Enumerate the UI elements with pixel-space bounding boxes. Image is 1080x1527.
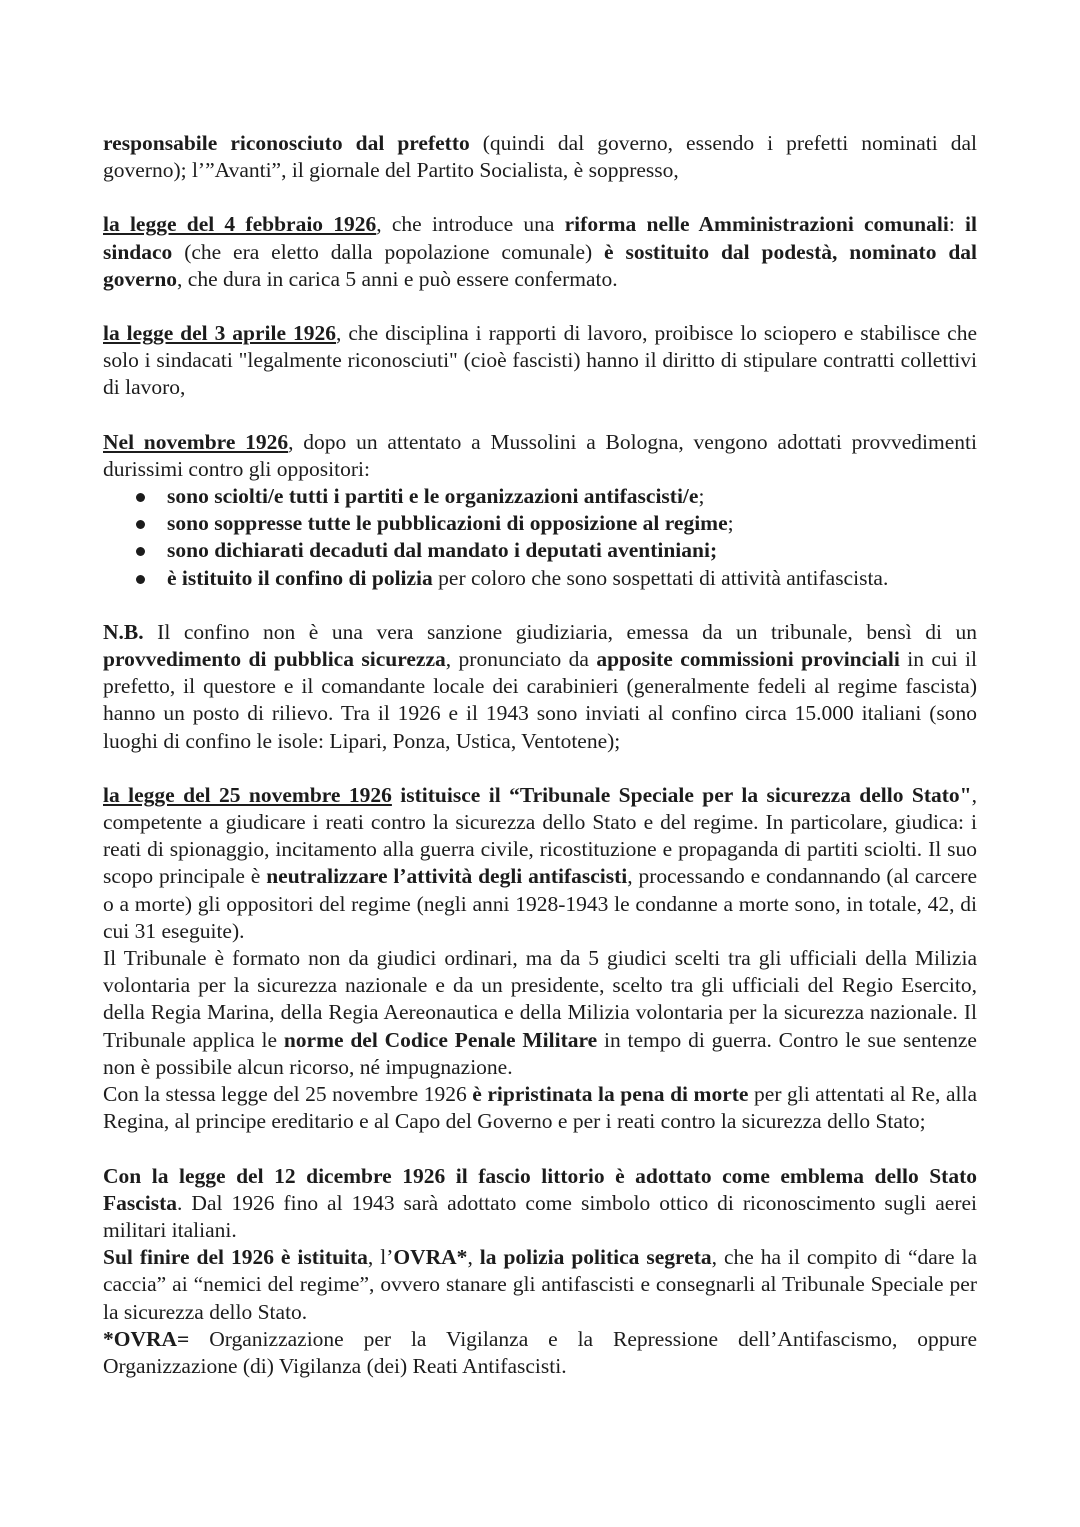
bold-text: la polizia politica segreta (479, 1245, 712, 1270)
bold-text: sono dichiarati decaduti dal mandato i deputati aventiniani; (167, 538, 718, 563)
paragraph-tribunale (103, 945, 977, 1081)
body-text: , processando e condannando (al carcere o a morte) gli oppositori del regime (negli anni 1928-1943 le condanne a morte sono, in totale, 42, di cui 31 eseguite). (103, 864, 977, 943)
body-text: , competente a giudicare i reati contro la sicurezza dello Stato e del regime. In particolare, giudica: i reati di spionaggio, incitamento alla guerra civile, ricostituzione e propaganda di partiti sciolti. Il suo scopo principale è (103, 782, 977, 889)
paragraph-pena-di-morte (103, 1081, 977, 1135)
body-text: , l’ (367, 1245, 394, 1270)
bold-text: OVRA* (393, 1245, 468, 1270)
body-text: , che introduce una (376, 212, 565, 237)
bold-text: è istituito il confino di polizia (167, 565, 433, 590)
body-text: , dopo un attentato a Mussolini a Bologna, vengono adottati provvedimenti durissimi contro gli oppositori: (103, 429, 977, 481)
body-text: per coloro che sono sospettati di attività antifascista. (432, 565, 889, 590)
bullet-icon (136, 520, 145, 529)
body-text: in tempo di guerra. Contro le sue sentenze non è possibile alcun ricorso, né impugnazione. (103, 1027, 977, 1079)
body-text: : (948, 212, 966, 237)
underlined-heading: la legge del 4 febbraio 1926 (103, 212, 377, 237)
bold-text: il sindaco (103, 212, 977, 264)
bold-text: neutralizzare l’attività degli antifascisti (266, 864, 628, 889)
bold-text: provvedimento di pubblica sicurezza (103, 647, 446, 672)
bullet-icon (136, 493, 145, 502)
bullet-icon (136, 547, 145, 556)
paragraph-legge-4-febbraio (103, 211, 977, 293)
bold-text: sono sciolti/e tutti i partiti e le organizzazioni antifascisti/e (167, 484, 699, 509)
document-page (103, 130, 977, 1380)
body-text: per gli attentati al Re, alla Regina, al principe ereditario e al Capo del Governo e per i reati contro la sicurezza dello Stato; (103, 1082, 978, 1134)
bold-text: istituisce il “Tribunale Speciale per la sicurezza dello Stato" (391, 782, 972, 807)
body-text: (che era eletto dalla popolazione comunale) (172, 239, 605, 264)
paragraph-fascio-littorio (103, 1163, 977, 1245)
list-item (103, 537, 977, 564)
body-text: Il confino non è una vera sanzione giudiziaria, emessa da un tribunale, bensì di un (143, 619, 977, 644)
bold-text: sono soppresse tutte le pubblicazioni di opposizione al regime (167, 511, 728, 536)
list-item (103, 510, 977, 537)
underlined-heading: Nel novembre 1926 (103, 429, 289, 454)
paragraph-prefetto (103, 130, 977, 184)
underlined-heading: la legge del 25 novembre 1926 (103, 782, 392, 807)
body-text: , (467, 1245, 480, 1270)
body-text: (quindi dal governo, essendo i prefetti nominati dal governo); l’”Avanti”, il giornale del Partito Socialista, è soppresso, (103, 131, 977, 183)
bold-text: riforma nelle Amministrazioni comunali (564, 212, 949, 237)
body-text: . Dal 1926 fino al 1943 sarà adottato come simbolo ottico di riconoscimento sugli aerei militari italiani. (103, 1190, 977, 1242)
body-text: Organizzazione per la Vigilanza e la Repressione dell’Antifascismo, oppure Organizzazione (di) Vigilanza (dei) Reati Antifascisti. (103, 1326, 977, 1378)
measures-list (103, 483, 977, 592)
bold-text: è sostituito dal podestà, nominato dal governo (103, 239, 977, 291)
list-item (103, 483, 977, 510)
body-text: ; (727, 511, 734, 536)
body-text: in cui il prefetto, il questore e il comandante locale dei carabinieri (generalmente fedeli al regime fascista) hanno un posto di rilievo. Tra il 1926 e il 1943 sono inviati al confino circa 15.000 italiani (sono luoghi di confino le isole: Lipari, Ponza, Ustica, Ventotene); (103, 647, 977, 753)
body-text: Con la stessa legge del 25 novembre 1926 (103, 1082, 473, 1107)
bold-text: Sul finire del 1926 è istituita (103, 1245, 368, 1270)
paragraph-novembre-1926 (103, 429, 977, 483)
bold-text: norme del Codice Penale Militare (283, 1027, 598, 1052)
list-item (103, 565, 977, 592)
paragraph-legge-3-aprile (103, 320, 977, 402)
paragraph-ovra-note (103, 1326, 977, 1380)
body-text: Il Tribunale è formato non da giudici ordinari, ma da 5 giudici scelti tra gli ufficiali della Milizia volontaria per la sicurezza nazionale e da un presidente, scelto tra gli ufficiali del Regio Esercito, della Regia Marina, della Regia Aereonautica e della Milizia volontaria per la sicurezza nazionale. Il Tribunale applica le (103, 946, 977, 1052)
body-text: , che disciplina i rapporti di lavoro, proibisce lo sciopero e stabilisce che solo i sindacati "legalmente riconosciuti" (cioè fascisti) hanno il diritto di stipulare contratti collettivi di lavoro, (103, 321, 977, 400)
body-text: , pronunciato da (445, 647, 597, 672)
bold-text: è ripristinata la pena di morte (472, 1082, 749, 1107)
underlined-heading: la legge del 3 aprile 1926 (103, 321, 336, 346)
paragraph-ovra (103, 1244, 977, 1326)
bold-text: responsabile riconosciuto dal prefetto (103, 131, 470, 155)
paragraph-nota-bene (103, 619, 977, 755)
bold-text: N.B. (103, 619, 144, 644)
body-text: ; (698, 484, 705, 509)
body-text: , che dura in carica 5 anni e può essere confermato. (177, 266, 618, 291)
bullet-icon (136, 575, 145, 584)
body-text: , che ha il compito di “dare la caccia” ai “nemici del regime”, ovvero stanare gli antifascisti e consegnarli al Tribunale Speciale per la sicurezza dello Stato. (103, 1245, 977, 1324)
bold-text: Con la legge del 12 dicembre 1926 il fascio littorio è adottato come emblema dello Stato Fascista (103, 1163, 977, 1215)
bold-text: apposite commissioni provinciali (596, 647, 900, 672)
paragraph-legge-25-novembre (103, 782, 977, 945)
bold-text: *OVRA= (103, 1326, 190, 1351)
